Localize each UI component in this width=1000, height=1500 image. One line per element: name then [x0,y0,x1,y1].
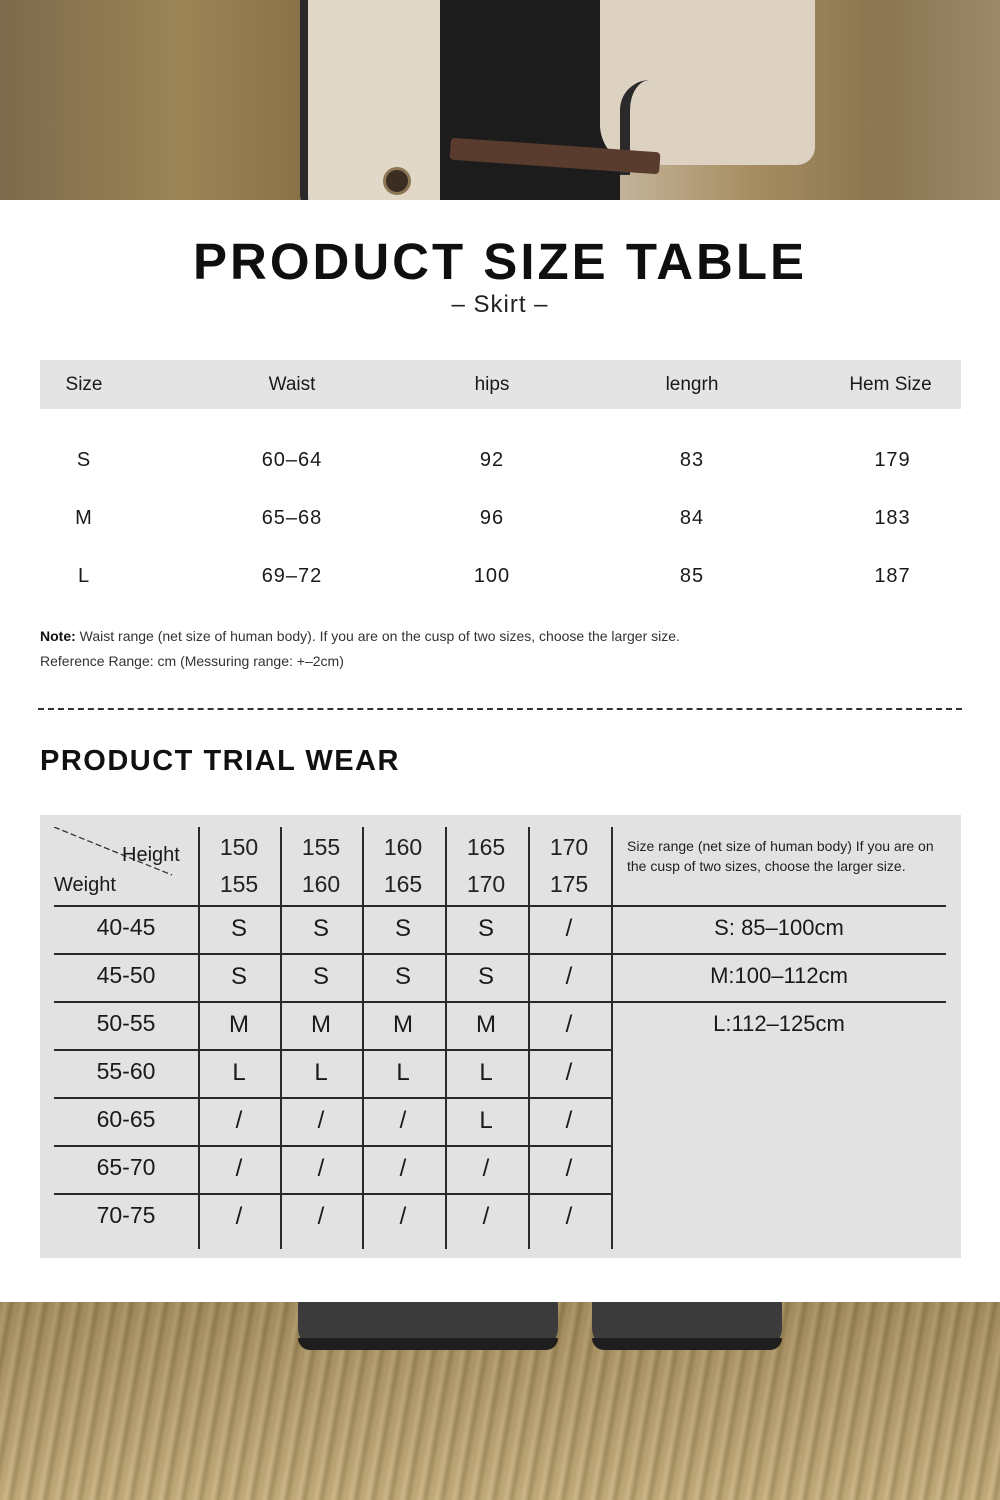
height-range-header [446,829,526,903]
grid-horizontal-line [54,905,946,907]
size-cell: / [317,1155,325,1182]
size-cell: S [394,963,411,990]
shoe-sole [592,1338,782,1350]
size-cell: / [399,1107,407,1134]
cell-hips: 100 [473,564,511,587]
cell-length: 85 [679,564,705,587]
bottom-product-photo [0,1302,1000,1500]
size-cell: S [312,963,329,990]
size-cell: / [482,1155,490,1182]
size-cell: / [317,1107,325,1134]
size-range: S: 85–100cm [714,915,844,940]
cell-length: 83 [679,448,705,471]
height-to: 155 [219,871,259,897]
size-cell: / [235,1155,243,1182]
size-cell: / [565,1011,573,1038]
height-to: 160 [301,871,341,897]
cell-length: 84 [679,506,705,529]
height-range-header [529,829,609,903]
shoe-left [298,1302,558,1350]
header-length: lengrh [665,373,719,395]
cell-waist: 69–72 [261,564,323,587]
note-label: Note: [40,628,76,644]
cell-size: S [76,448,92,471]
header-waist: Waist [268,373,316,395]
size-cell: / [565,1155,573,1182]
header-hips: hips [474,373,510,395]
size-cell: / [565,1203,573,1230]
header-size: Size [65,373,103,395]
size-cell: M [476,1011,496,1038]
grid-horizontal-line [54,1097,611,1099]
cell-hem-size: 187 [874,564,911,587]
size-cell: / [399,1203,407,1230]
size-cell: L [479,1107,493,1134]
size-cell: S [230,915,247,942]
weight-range-cell: 50-55 [96,1010,156,1036]
height-to: 170 [466,871,506,897]
weight-range-cell: 60-65 [96,1106,156,1132]
weight-range-cell: 70-75 [96,1202,156,1228]
height-to: 175 [549,871,589,897]
size-cell: M [229,1011,249,1038]
page-title: PRODUCT SIZE TABLE [192,233,808,290]
header-hem-size: Hem Size [849,373,932,395]
cell-hem-size: 179 [874,448,911,471]
grid-horizontal-line [54,1001,946,1003]
weight-range-cell: 65-70 [96,1154,156,1180]
weight-range-cell: 40-45 [96,914,156,940]
size-cell: S [230,963,247,990]
height-from: 165 [466,834,506,860]
size-cell: / [565,963,573,990]
size-cell: L [314,1059,328,1086]
size-cell: / [482,1203,490,1230]
cell-hips: 92 [479,448,505,471]
height-from: 160 [383,834,423,860]
size-cell: S [394,915,411,942]
grid-horizontal-line [54,1145,611,1147]
size-range: L:112–125cm [713,1011,845,1036]
height-to: 165 [383,871,423,897]
trial-title: PRODUCT TRIAL WEAR [40,745,400,777]
size-cell: M [393,1011,413,1038]
grid-horizontal-line [54,953,946,955]
size-cell: L [232,1059,246,1086]
height-range-header [363,829,443,903]
grid-horizontal-line [54,1049,611,1051]
height-range-header [281,829,361,903]
size-cell: / [235,1203,243,1230]
size-cell: S [312,915,329,942]
shoe-right [592,1302,782,1350]
size-cell: M [311,1011,331,1038]
size-cell: / [235,1107,243,1134]
page-subtitle: – Skirt – [451,291,549,318]
note-text: Waist range (net size of human body). If you are on the cusp of two sizes, choose the larger size. [75,628,680,644]
grid-horizontal-line [54,1193,611,1195]
reference-range: Reference Range: cm (Messuring range: +–2cm) [40,653,344,669]
cell-waist: 65–68 [261,506,323,529]
shoe-sole [298,1338,558,1350]
size-cell: / [399,1155,407,1182]
size-range: M:100–112cm [710,963,848,988]
size-cell: S [477,963,494,990]
size-cell: / [565,1059,573,1086]
range-note: Size range (net size of human body) If you are on the cusp of two sizes, choose the larger size. [627,838,934,874]
cell-size: L [77,564,91,587]
cell-hips: 96 [479,506,505,529]
weight-axis-label: Weight [54,874,116,896]
size-cell: S [477,915,494,942]
height-from: 155 [301,834,341,860]
cell-waist: 60–64 [261,448,323,471]
size-cell: / [317,1203,325,1230]
height-from: 170 [549,834,589,860]
size-cell: / [565,915,573,942]
size-cell: / [565,1107,573,1134]
weight-range-cell: 55-60 [96,1058,156,1084]
size-cell: L [396,1059,410,1086]
height-range-header [199,829,279,903]
grid-vertical-line [611,827,613,1249]
size-cell: L [479,1059,493,1086]
weight-range-cell: 45-50 [96,962,156,988]
height-axis-label: Height [122,844,180,866]
cell-hem-size: 183 [874,506,911,529]
cell-size: M [75,506,93,529]
height-from: 150 [219,834,259,860]
